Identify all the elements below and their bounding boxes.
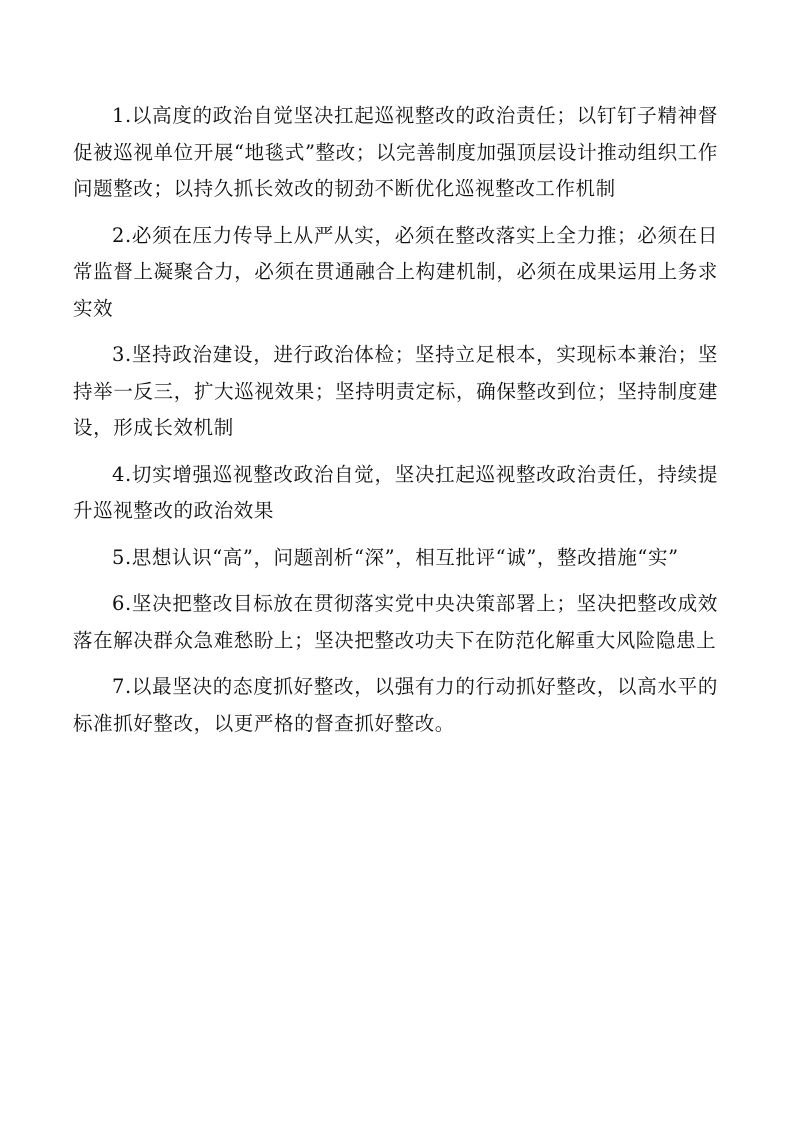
document-body	[73, 98, 718, 752]
paragraph-5: 5.思想认识“高”，问题剖析“深”，相互批评“诚”，整改措施“实”	[112, 545, 679, 569]
paragraph-2: 2.必须在压力传导上从严从实，必须在整改落实上全力推；必须在日常监督上凝聚合力，必须在贯通融合上构建机制，必须在成果运用上务求实效	[73, 223, 718, 320]
paragraph-4: 4.切实增强巡视整改政治自觉，坚决扛起巡视整改政治责任，持续提升巡视整改的政治效果	[73, 462, 718, 522]
paragraph-7: 7.以最坚决的态度抓好整改，以强有力的行动抓好整改，以高水平的标准抓好整改，以更严格的督查抓好整改。	[73, 675, 718, 735]
paragraph-3: 3.坚持政治建设，进行政治体检；坚持立足根本，实现标本兼治；坚持举一反三，扩大巡视效果；坚持明责定标，确保整改到位；坚持制度建设，形成长效机制	[73, 343, 718, 439]
paragraph-6: 6.坚决把整改目标放在贯彻落实党中央决策部署上；坚决把整改成效落在解决群众急难愁盼上；坚决把整改功夫下在防范化解重大风险隐患上	[73, 592, 718, 652]
paragraph-1: 1.以高度的政治自觉坚决扛起巡视整改的政治责任；以钉钉子精神督促被巡视单位开展“地毯式”整改；以完善制度加强顶层设计推动组织工作问题整改；以持久抓长效改的韧劲不断优化巡视整改工作机制	[73, 104, 718, 200]
